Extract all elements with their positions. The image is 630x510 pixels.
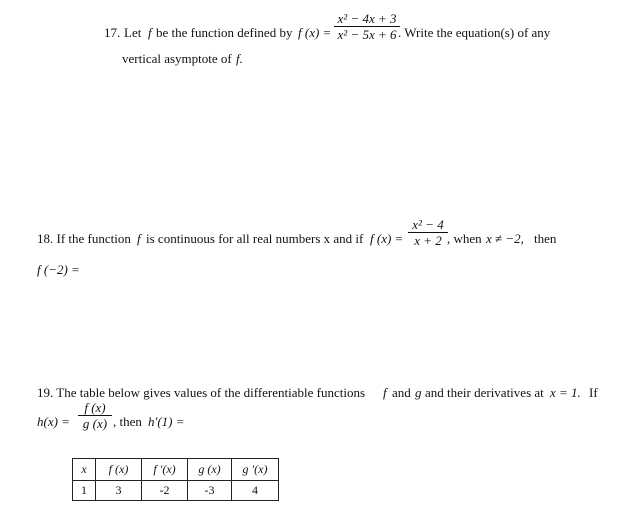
q19-and: and	[392, 385, 411, 400]
q17-fraction	[334, 11, 400, 42]
q17-numerator: x² − 4x + 3	[337, 11, 397, 26]
q18-fx: f (x) =	[370, 231, 404, 246]
q18-mid: is continuous for all real numbers x and if	[146, 231, 364, 246]
q18-denominator: x + 2	[414, 233, 442, 248]
q17-be-defined: be the function defined by	[156, 25, 293, 40]
q19-fraction	[78, 400, 112, 431]
cell-x: 1	[73, 481, 96, 501]
q17-lead: Let	[124, 25, 142, 40]
q18-f: f	[137, 231, 141, 246]
q17-line2: vertical asymptote of	[122, 51, 232, 66]
q19-denominator: g (x)	[82, 416, 108, 431]
q17-fx: f (x) =	[298, 25, 332, 40]
cell-gprime-x: 4	[232, 481, 279, 501]
q19-hx: h(x) =	[37, 414, 70, 429]
q17-denominator: x² − 5x + 6	[337, 27, 397, 42]
q19-g: g	[415, 385, 422, 400]
q17-f: f	[148, 25, 152, 40]
q18-line2: f (−2) =	[37, 262, 80, 277]
q19-tail: and their derivatives at	[425, 385, 544, 400]
q18-condition: x ≠ −2,	[486, 231, 524, 246]
q18-then: then	[534, 231, 557, 246]
header-fprime-x: f ′(x)	[142, 459, 188, 481]
q19-at: x = 1.	[550, 385, 581, 400]
header-gprime-x: g ′(x)	[232, 459, 279, 481]
q18-numerator: x² − 4	[412, 217, 444, 232]
cell-fx: 3	[96, 481, 142, 501]
q19-then: , then	[113, 414, 142, 429]
q17-line2-f: f.	[236, 51, 243, 66]
q19-f: f	[383, 385, 387, 400]
values-table	[72, 458, 279, 501]
table-row	[73, 481, 279, 501]
cell-gx: -3	[188, 481, 232, 501]
q18-when: , when	[447, 231, 482, 246]
header-gx: g (x)	[188, 459, 232, 481]
q19-lead: 19. The table below gives values of the differentiable functions	[37, 385, 366, 400]
header-fx: f (x)	[96, 459, 142, 481]
header-x: x	[73, 459, 96, 481]
q19-hprime: h′(1) =	[148, 414, 185, 429]
q17-number: 17.	[104, 25, 121, 40]
q18-fraction	[408, 217, 448, 248]
q19-if: If	[589, 385, 598, 400]
table-header-row	[73, 459, 279, 481]
q17-after: . Write the equation(s) of any	[398, 25, 551, 40]
q18-lead: 18. If the function	[37, 231, 131, 246]
q19-numerator: f (x)	[84, 400, 106, 415]
cell-fprime-x: -2	[142, 481, 188, 501]
